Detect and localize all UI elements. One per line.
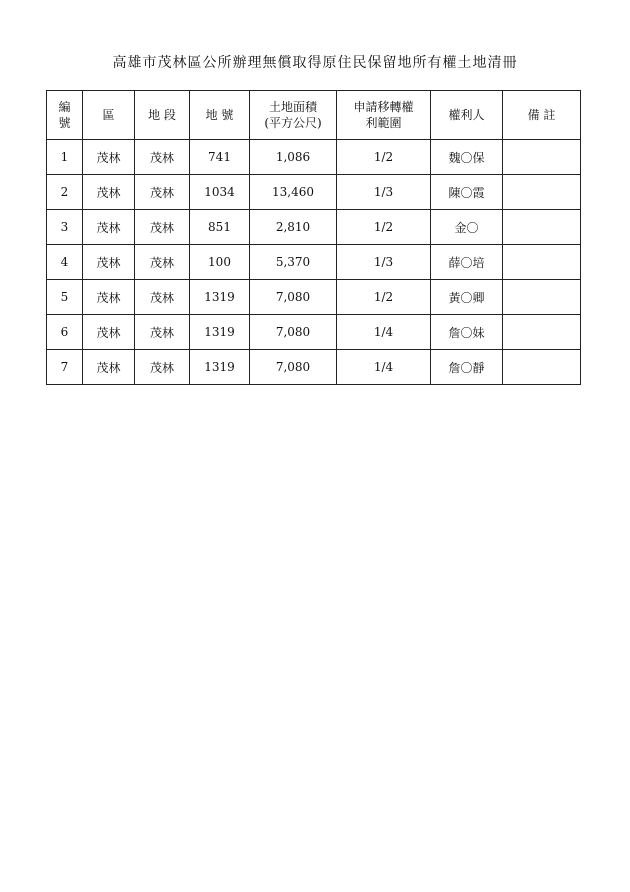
cell-lot: 1319 <box>190 280 250 315</box>
cell-scope: 1/4 <box>337 350 431 385</box>
header-lot: 地 號 <box>190 91 250 140</box>
cell-no: 6 <box>47 315 83 350</box>
cell-lot: 100 <box>190 245 250 280</box>
cell-remark <box>503 280 581 315</box>
cell-owner: 魏〇保 <box>431 140 503 175</box>
table-header-row <box>47 91 581 140</box>
cell-remark <box>503 210 581 245</box>
cell-remark <box>503 350 581 385</box>
cell-scope: 1/2 <box>337 140 431 175</box>
cell-scope: 1/2 <box>337 210 431 245</box>
cell-scope: 1/3 <box>337 245 431 280</box>
header-owner: 權利人 <box>431 91 503 140</box>
cell-section: 茂林 <box>135 140 190 175</box>
cell-district: 茂林 <box>83 315 135 350</box>
cell-lot: 851 <box>190 210 250 245</box>
cell-section: 茂林 <box>135 350 190 385</box>
cell-no: 5 <box>47 280 83 315</box>
cell-scope: 1/4 <box>337 315 431 350</box>
table-row <box>47 210 581 245</box>
cell-lot: 1319 <box>190 315 250 350</box>
cell-remark <box>503 315 581 350</box>
cell-owner: 陳〇霞 <box>431 175 503 210</box>
cell-no: 2 <box>47 175 83 210</box>
cell-section: 茂林 <box>135 175 190 210</box>
cell-section: 茂林 <box>135 245 190 280</box>
cell-lot: 1034 <box>190 175 250 210</box>
cell-no: 7 <box>47 350 83 385</box>
cell-district: 茂林 <box>83 210 135 245</box>
header-section: 地 段 <box>135 91 190 140</box>
cell-no: 1 <box>47 140 83 175</box>
cell-owner: 薛〇培 <box>431 245 503 280</box>
cell-owner: 金〇 <box>431 210 503 245</box>
header-district: 區 <box>83 91 135 140</box>
cell-district: 茂林 <box>83 350 135 385</box>
cell-lot: 741 <box>190 140 250 175</box>
cell-section: 茂林 <box>135 280 190 315</box>
cell-section: 茂林 <box>135 315 190 350</box>
table-row <box>47 315 581 350</box>
cell-owner: 黃〇卿 <box>431 280 503 315</box>
cell-district: 茂林 <box>83 245 135 280</box>
cell-owner: 詹〇妹 <box>431 315 503 350</box>
cell-remark <box>503 175 581 210</box>
cell-area: 7,080 <box>250 350 337 385</box>
cell-area: 13,460 <box>250 175 337 210</box>
cell-district: 茂林 <box>83 140 135 175</box>
header-remark: 備 註 <box>503 91 581 140</box>
cell-no: 4 <box>47 245 83 280</box>
cell-scope: 1/3 <box>337 175 431 210</box>
cell-area: 5,370 <box>250 245 337 280</box>
cell-remark <box>503 245 581 280</box>
cell-area: 2,810 <box>250 210 337 245</box>
table-row <box>47 140 581 175</box>
table-row <box>47 175 581 210</box>
cell-owner: 詹〇靜 <box>431 350 503 385</box>
cell-area: 7,080 <box>250 280 337 315</box>
header-area: 土地面積 (平方公尺) <box>250 91 337 140</box>
header-no: 編 號 <box>47 91 83 140</box>
cell-lot: 1319 <box>190 350 250 385</box>
cell-district: 茂林 <box>83 175 135 210</box>
table-row <box>47 350 581 385</box>
table-row <box>47 280 581 315</box>
cell-remark <box>503 140 581 175</box>
land-list-table <box>46 90 581 385</box>
cell-area: 7,080 <box>250 315 337 350</box>
cell-area: 1,086 <box>250 140 337 175</box>
header-scope: 申請移轉權 利範圍 <box>337 91 431 140</box>
cell-section: 茂林 <box>135 210 190 245</box>
cell-no: 3 <box>47 210 83 245</box>
cell-district: 茂林 <box>83 280 135 315</box>
cell-scope: 1/2 <box>337 280 431 315</box>
table-row <box>47 245 581 280</box>
document-title: 高雄市茂林區公所辦理無償取得原住民保留地所有權土地清冊 <box>112 55 518 71</box>
